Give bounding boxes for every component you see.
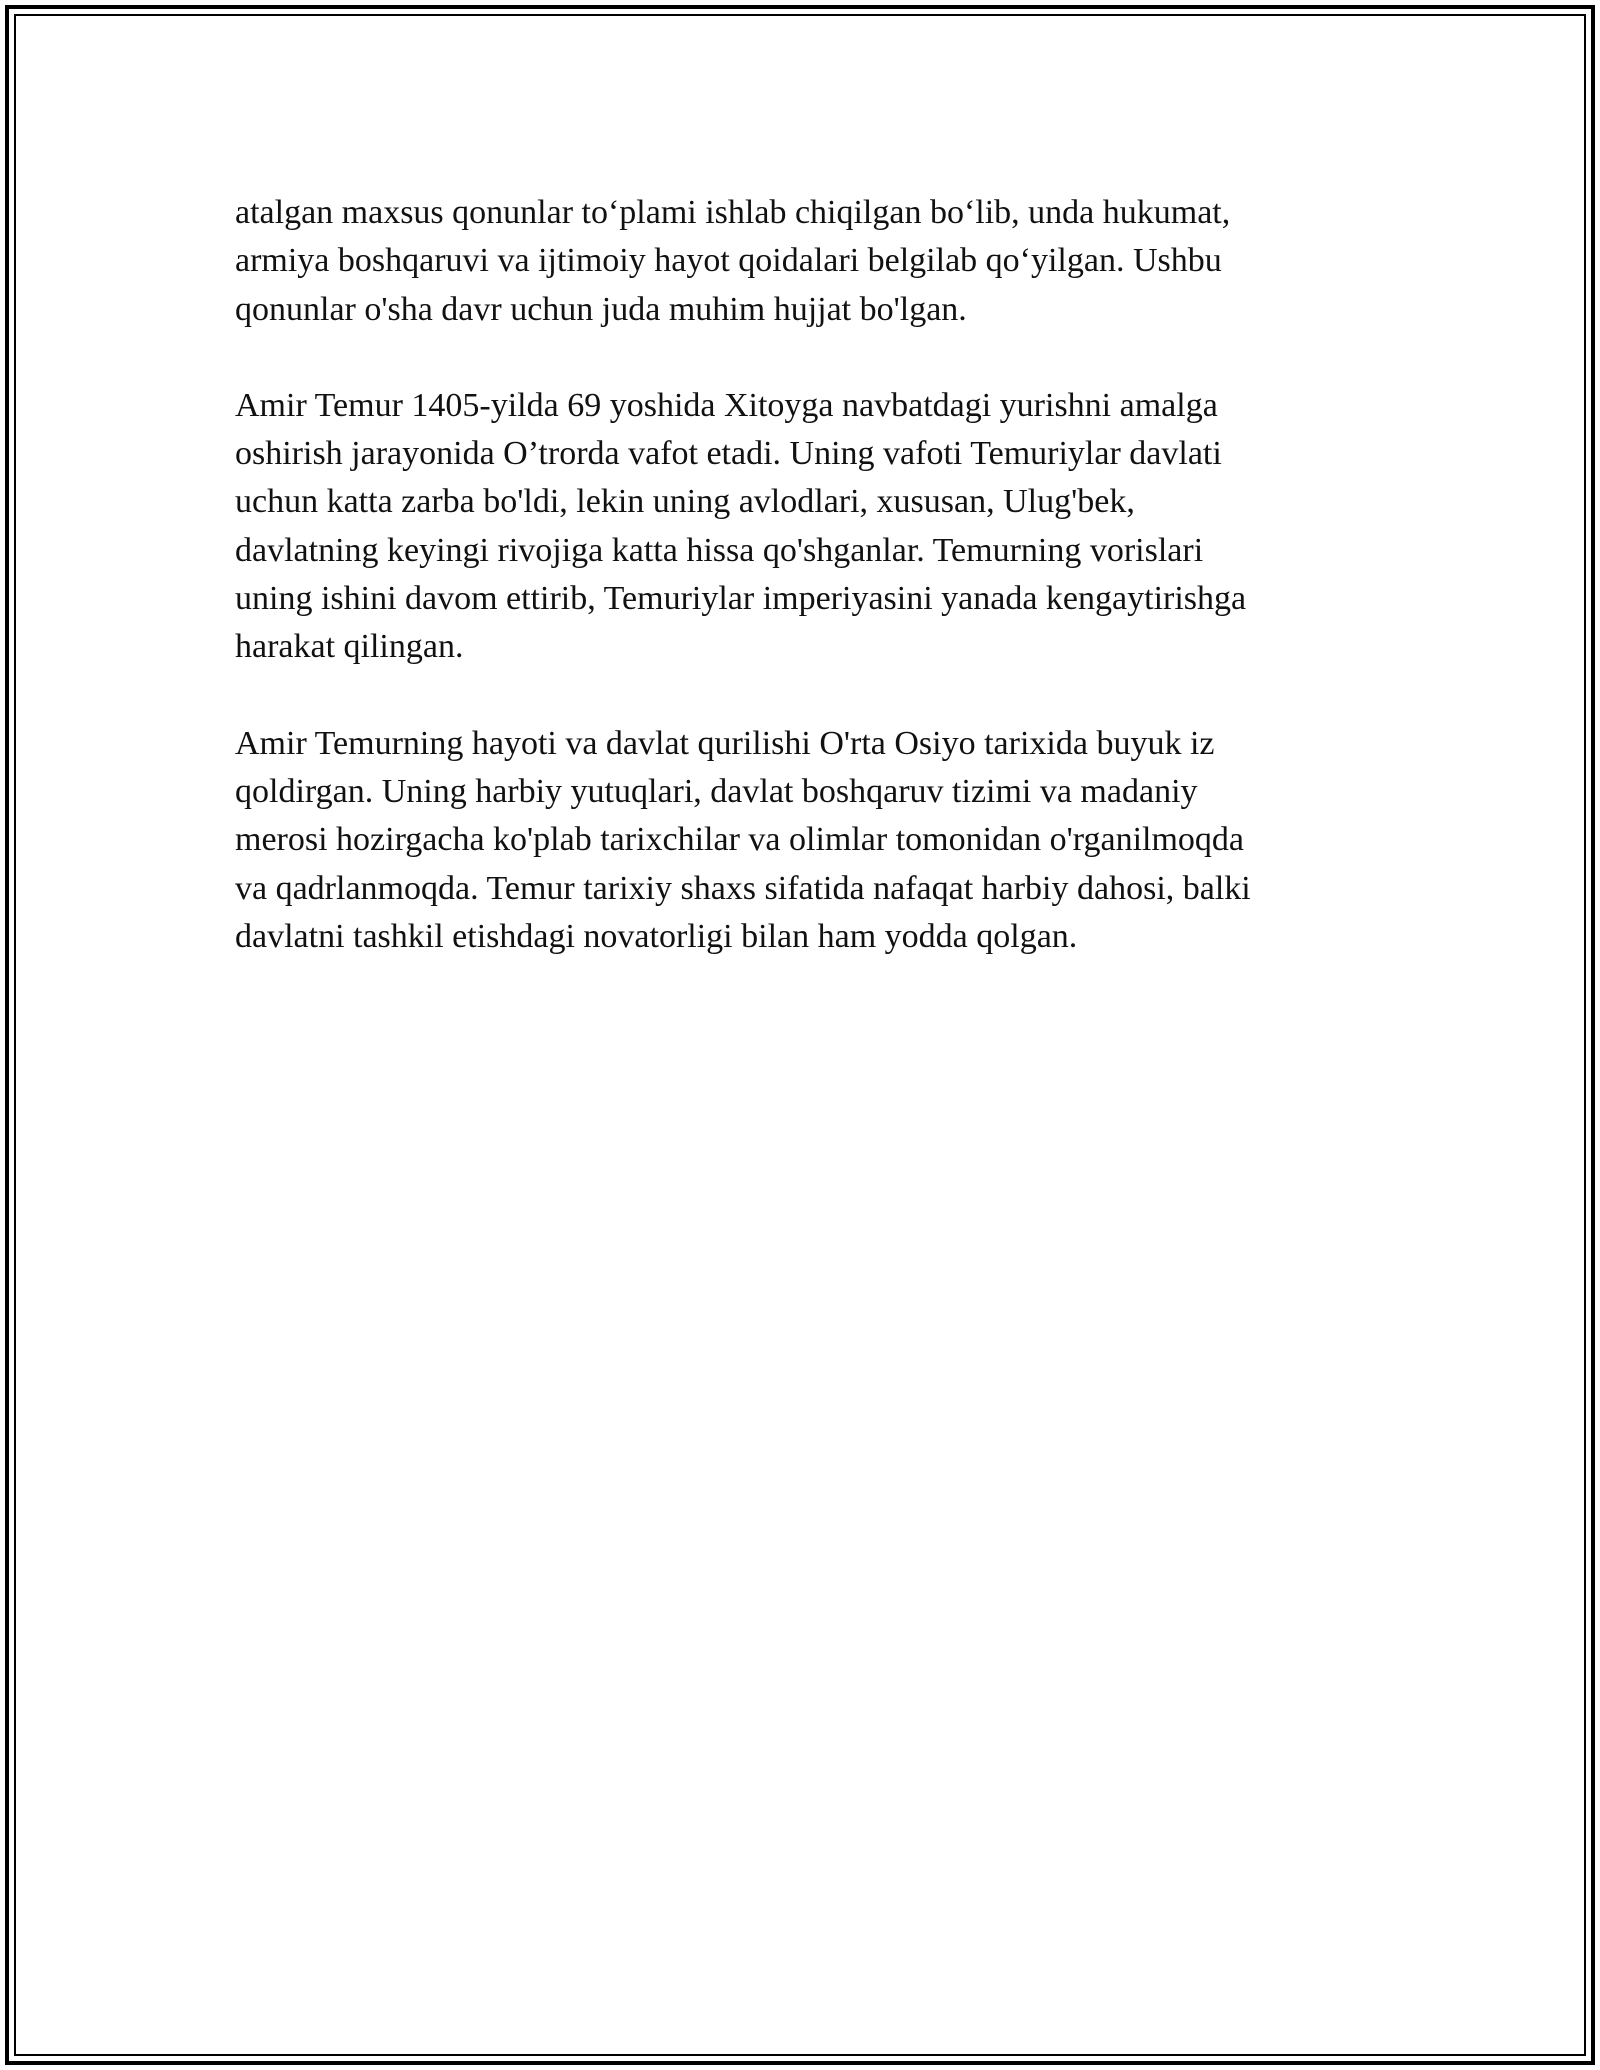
text-line: Amir Temurning hayoti va davlat qurilishi O'rta Osiyo tarixida buyuk iz	[235, 724, 1215, 762]
text-line: qonunlar o'sha davr uchun juda muhim hujjat bo'lgan.	[235, 290, 967, 328]
text-line: atalgan maxsus qonunlar to‘plami ishlab chiqilgan bo‘lib, unda hukumat,	[235, 194, 1231, 231]
paragraph-1	[235, 189, 1355, 334]
text-line: va qadrlanmoqda. Temur tarixiy shaxs sifatida nafaqat harbiy dahosi, balki	[235, 869, 1251, 907]
text-line: uning ishini davom ettirib, Temuriylar imperiyasini yanada kengaytirishga	[235, 580, 1247, 618]
text-line: oshirish jarayonida O’trorda vafot etadi. Uning vafoti Temuriylar davlati	[235, 435, 1222, 473]
text-line: davlatning keyingi rivojiga katta hissa qo'shganlar. Temurning vorislari	[235, 531, 1204, 569]
paragraph-2	[235, 382, 1355, 672]
text-line: merosi hozirgacha ko'plab tarixchilar va olimlar tomonidan o'rganilmoqda	[235, 821, 1244, 859]
text-line: qoldirgan. Uning harbiy yutuqlari, davlat boshqaruv tizimi va madaniy	[235, 772, 1198, 810]
document-body	[235, 189, 1355, 1009]
text-line: uchun katta zarba bo'ldi, lekin uning avlodlari, xususan, Ulug'bek,	[235, 483, 1135, 521]
paragraph-3	[235, 720, 1355, 961]
text-line: armiya boshqaruvi va ijtimoiy hayot qoidalari belgilab qo‘yilgan. Ushbu	[235, 242, 1222, 280]
text-line: davlatni tashkil etishdagi novatorligi bilan ham yodda qolgan.	[235, 917, 1078, 955]
text-line: Amir Temur 1405-yilda 69 yoshida Xitoyga navbatdagi yurishni amalga	[235, 386, 1218, 424]
text-line: harakat qilingan.	[235, 628, 464, 666]
